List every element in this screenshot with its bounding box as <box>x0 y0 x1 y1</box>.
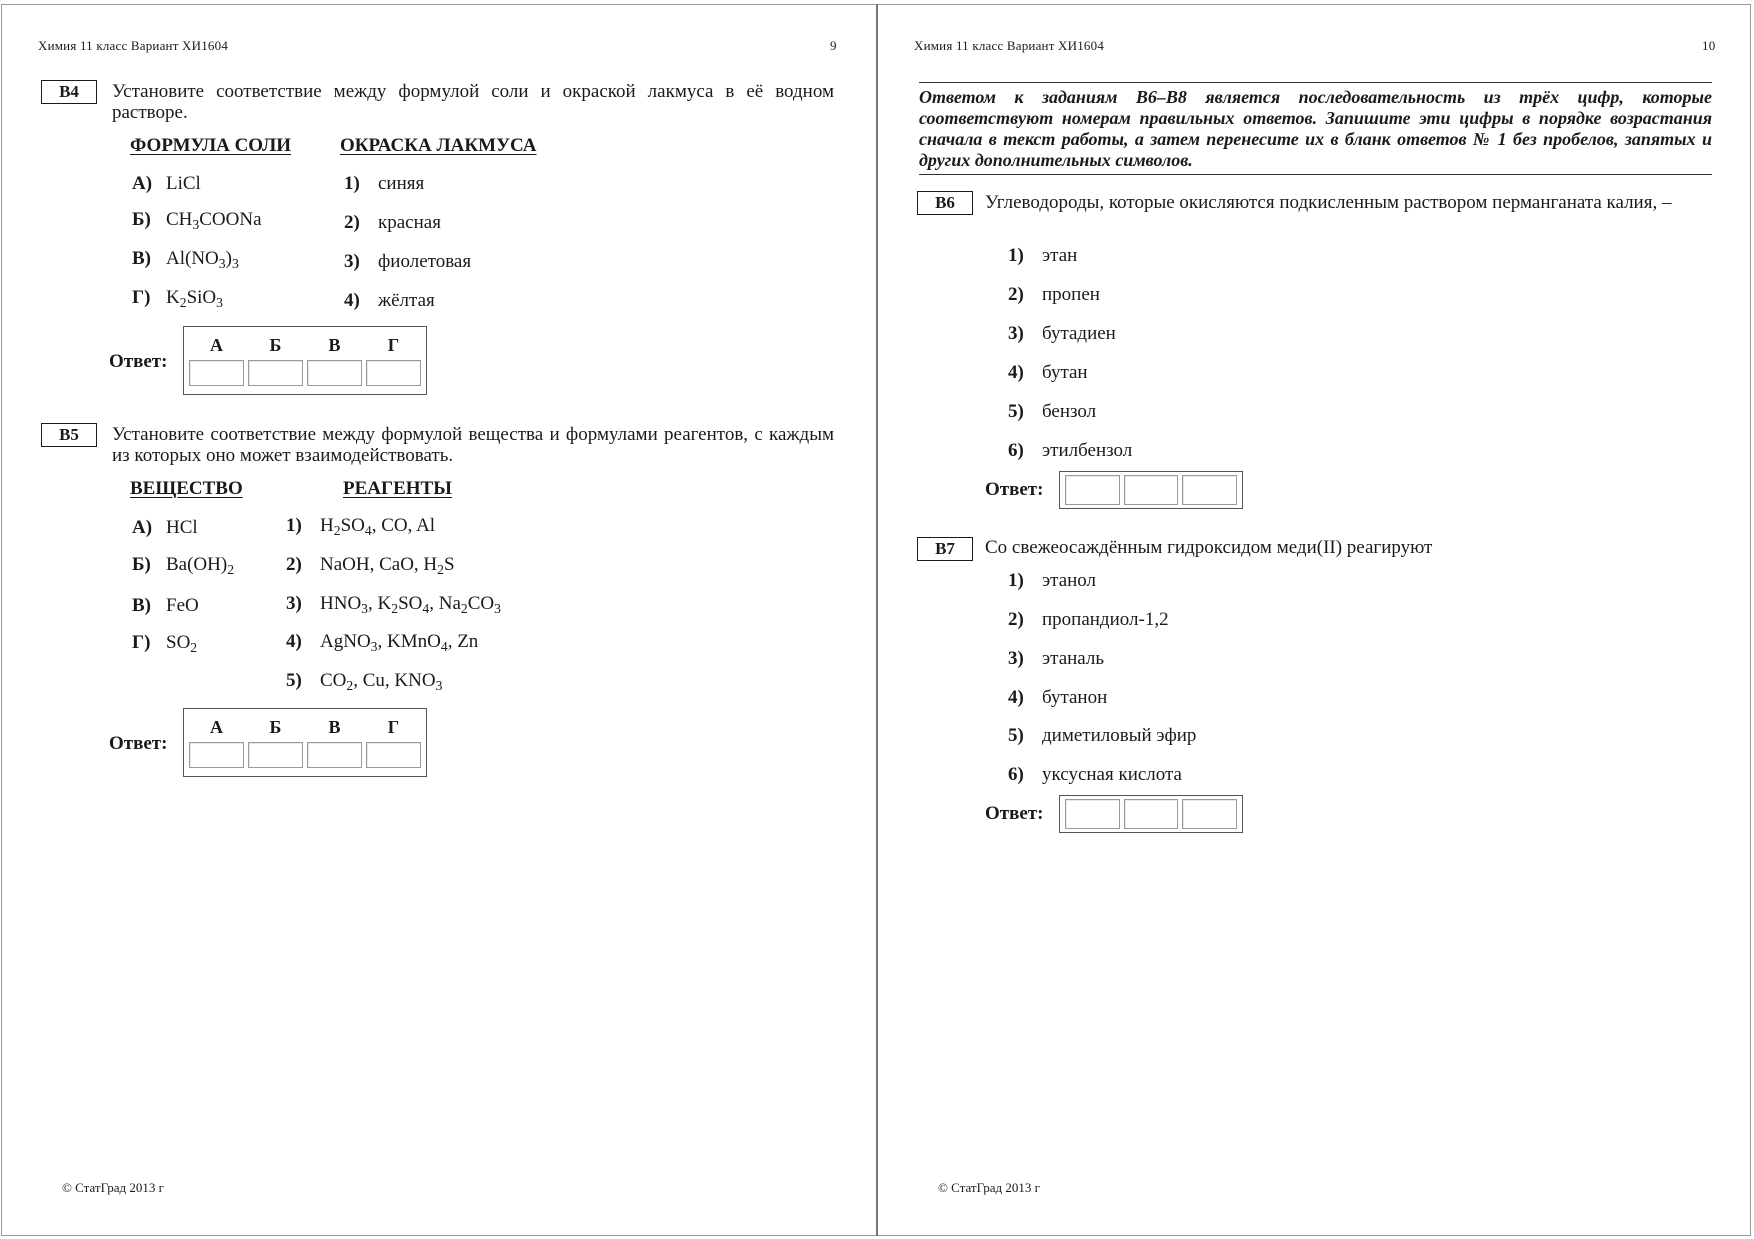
option-b5-b <box>132 554 234 576</box>
option-b4-1 <box>344 173 424 195</box>
answer-label-b7: Ответ: <box>985 803 1044 824</box>
option-b7-5 <box>1008 725 1196 747</box>
option-value: жёлтая <box>378 290 435 311</box>
option-value: диметиловый эфир <box>1042 725 1197 746</box>
option-b4-3 <box>344 251 471 273</box>
instructions-b6-b8: Ответом к заданиям В6–В8 является последовательность из трёх цифр, которые соответствуют номерам правильных ответов. Запишите эти цифры в порядке возрастания сначала в текст работы, а затем перенесите их в бланк ответов № 1 без пробелов, запятых и других дополнительных символов. <box>919 82 1712 175</box>
formula-al-no3-3: $Al(NO_3)_3$ <box>166 248 239 272</box>
answer-cell-b5-b[interactable] <box>248 742 303 768</box>
task-text-b7: Со свежеосаждённым гидроксидом меди(II) реагируют <box>985 537 1433 558</box>
option-label: В) <box>132 595 151 616</box>
reagents-4: AgNO$_3$, KMnO$_4$, Zn <box>320 631 479 655</box>
option-label: 2) <box>1008 609 1024 630</box>
option-b4-b <box>132 209 262 231</box>
option-value: этанол <box>1042 570 1097 591</box>
option-label: 1) <box>1008 245 1024 266</box>
option-value: пропен <box>1042 284 1100 305</box>
option-b6-1 <box>1008 245 1077 267</box>
left-page <box>0 0 876 1239</box>
task-tag-b4: В4 <box>41 80 97 104</box>
option-value: уксусная кислота <box>1042 764 1182 785</box>
option-label: 6) <box>1008 764 1024 785</box>
answer-cell-b5-g[interactable] <box>366 742 421 768</box>
answer-header-v: В <box>328 717 341 737</box>
answer-cell-b4-a[interactable] <box>189 360 244 386</box>
option-b5-g <box>132 632 197 654</box>
option-label: 2) <box>1008 284 1024 305</box>
answer-grid-b5 <box>183 708 427 777</box>
option-b7-1 <box>1008 570 1096 592</box>
option-b5-a <box>132 517 198 539</box>
option-label: Б) <box>132 209 151 230</box>
formula-so2: $SO_2$ <box>166 632 198 656</box>
answer-grid-b7 <box>1059 795 1243 833</box>
answer-label-b4: Ответ: <box>109 351 168 372</box>
option-value: FeO <box>166 595 199 616</box>
option-label: 4) <box>1008 362 1024 383</box>
right-page <box>878 0 1754 1239</box>
option-b5-3 <box>286 593 501 615</box>
option-label: 5) <box>1008 725 1024 746</box>
task-text-b5: Установите соответствие между формулой вещества и формулами реагентов, с каждым из которых оно может взаимодействовать. <box>112 424 834 466</box>
option-value: HCl <box>166 517 198 538</box>
option-value: бутан <box>1042 362 1088 383</box>
option-value: бензол <box>1042 401 1097 422</box>
option-label: 5) <box>286 670 302 691</box>
reagents-5: $CO_2$, Cu, $KNO_3$ <box>320 670 443 694</box>
option-label: 3) <box>344 251 360 272</box>
option-label: 3) <box>1008 323 1024 344</box>
option-value: бутадиен <box>1042 323 1116 344</box>
answer-header-a: А <box>210 717 223 737</box>
answer-cell-b4-b[interactable] <box>248 360 303 386</box>
page-header: Химия 11 класс Вариант ХИ1604 <box>38 38 229 53</box>
answer-header-v: В <box>328 335 341 355</box>
answer-cell-b7-1[interactable] <box>1065 799 1120 829</box>
task-tag-b5: В5 <box>41 423 97 447</box>
answer-grid-b6 <box>1059 471 1243 509</box>
option-b6-2 <box>1008 284 1100 306</box>
answer-cell-b7-3[interactable] <box>1182 799 1237 829</box>
option-b7-4 <box>1008 687 1107 709</box>
column-heading-reagents: РЕАГЕНТЫ <box>343 478 452 499</box>
option-b5-2 <box>286 554 455 576</box>
option-label: Г) <box>132 632 151 653</box>
answer-cell-b5-v[interactable] <box>307 742 362 768</box>
formula-ba-oh-2: $Ba(OH)_2$ <box>166 554 235 578</box>
option-b6-4 <box>1008 362 1088 384</box>
reagents-3: $HNO_3$, $K_2SO_4$, $Na_2CO_3$ <box>320 593 501 617</box>
option-b4-v <box>132 248 239 270</box>
option-label: 4) <box>344 290 360 311</box>
option-label: 1) <box>286 515 302 536</box>
answer-header-b: Б <box>269 335 282 355</box>
option-label: 1) <box>344 173 360 194</box>
option-label: А) <box>132 517 153 538</box>
task-tag-b7: В7 <box>917 537 973 561</box>
page-number: 9 <box>830 38 837 53</box>
option-label: 4) <box>286 631 302 652</box>
column-heading-substance: ВЕЩЕСТВО <box>130 478 243 499</box>
option-label: 2) <box>344 212 360 233</box>
column-heading-salt-formula: ФОРМУЛА СОЛИ <box>130 135 292 156</box>
task-text-b6: Углеводороды, которые окисляются подкисленным раствором перманганата калия, – <box>985 192 1672 213</box>
option-label: 3) <box>286 593 302 614</box>
option-value: этилбензол <box>1042 440 1133 461</box>
option-label: 5) <box>1008 401 1024 422</box>
option-label: 1) <box>1008 570 1024 591</box>
option-value: синяя <box>378 173 425 194</box>
page-footer: © СтатГрад 2013 г <box>62 1180 164 1195</box>
answer-label-b5: Ответ: <box>109 733 168 754</box>
option-b5-5 <box>286 670 442 692</box>
option-label: 2) <box>286 554 302 575</box>
formula-k2sio3: $K_2SiO_3$ <box>166 287 223 311</box>
option-value: пропандиол-1,2 <box>1042 609 1169 630</box>
option-value: этаналь <box>1042 648 1105 669</box>
formula-ch3coona: $CH_3COONa$ <box>166 209 262 233</box>
option-b5-4 <box>286 631 478 653</box>
answer-header-a: А <box>210 335 223 355</box>
task-text-b4: Установите соответствие между формулой соли и окраской лакмуса в её водном растворе. <box>112 81 834 123</box>
answer-header-b: Б <box>269 717 282 737</box>
answer-cell-b7-2[interactable] <box>1124 799 1179 829</box>
page-header: Химия 11 класс Вариант ХИ1604 <box>914 38 1105 53</box>
task-tag-b6: В6 <box>917 191 973 215</box>
option-b4-4 <box>344 290 435 312</box>
reagents-1: $H_2SO_4$, CO, Al <box>320 515 436 539</box>
answer-grid-b4 <box>183 326 427 395</box>
option-label: В) <box>132 248 151 269</box>
option-label: 4) <box>1008 687 1024 708</box>
option-b7-6 <box>1008 764 1182 786</box>
answer-label-b6: Ответ: <box>985 479 1044 500</box>
answer-header-g: Г <box>387 717 400 737</box>
option-b7-3 <box>1008 648 1104 670</box>
answer-cell-b4-v[interactable] <box>307 360 362 386</box>
answer-cell-b4-g[interactable] <box>366 360 421 386</box>
option-b4-g <box>132 287 223 309</box>
option-value: бутанон <box>1042 687 1108 708</box>
option-b4-2 <box>344 212 441 234</box>
option-value: LiCl <box>166 173 201 194</box>
answer-cell-b6-1[interactable] <box>1065 475 1120 505</box>
answer-cell-b5-a[interactable] <box>189 742 244 768</box>
option-label: А) <box>132 173 153 194</box>
option-b6-5 <box>1008 401 1096 423</box>
answer-header-g: Г <box>387 335 400 355</box>
option-b7-2 <box>1008 609 1169 631</box>
option-b5-v <box>132 595 199 617</box>
option-b4-a <box>132 173 201 195</box>
option-label: 6) <box>1008 440 1024 461</box>
answer-cell-b6-3[interactable] <box>1182 475 1237 505</box>
column-heading-litmus-color: ОКРАСКА ЛАКМУСА <box>340 135 537 156</box>
option-b5-1 <box>286 515 435 537</box>
answer-cell-b6-2[interactable] <box>1124 475 1179 505</box>
option-value: фиолетовая <box>378 251 472 272</box>
option-b6-6 <box>1008 440 1132 462</box>
option-value: этан <box>1042 245 1078 266</box>
page-number: 10 <box>1702 38 1716 53</box>
option-label: 3) <box>1008 648 1024 669</box>
page-footer: © СтатГрад 2013 г <box>938 1180 1040 1195</box>
option-value: красная <box>378 212 441 233</box>
reagents-2: NaOH, CaO, $H_2S$ <box>320 554 455 578</box>
option-label: Г) <box>132 287 151 308</box>
option-label: Б) <box>132 554 151 575</box>
option-b6-3 <box>1008 323 1116 345</box>
